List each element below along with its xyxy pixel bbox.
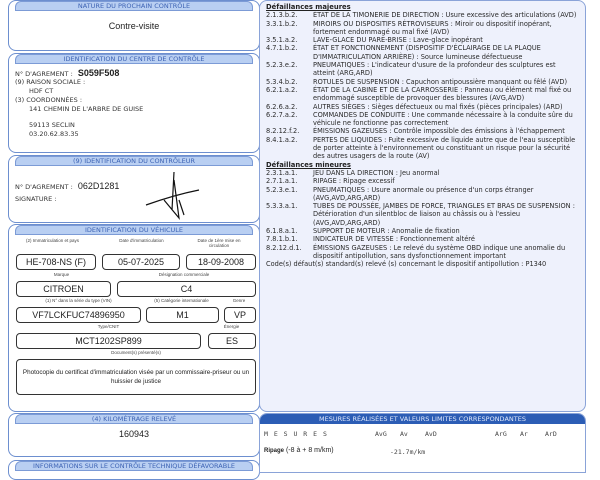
defaillance-item — [266, 227, 579, 235]
signature-image — [144, 170, 204, 220]
defaillance-code: 8.2.12.f.2. — [266, 127, 300, 136]
majeures-title: Défaillances majeures — [266, 3, 351, 11]
nature-value: Contre-visite — [108, 21, 160, 31]
defaillance-code: 5.2.3.e.1. — [266, 185, 298, 194]
defaillance-item — [266, 186, 579, 203]
defaillance-text: ÉMISSIONS GAZEUSES : Le relevé du système OBD indique une anomalie du dispositif antipollution, sans dysfonctionnement important — [313, 243, 566, 260]
ripage-value: -21.7m/km — [390, 448, 426, 456]
defaillance-text: PNEUMATIQUES : L'indicateur d'usure de la profondeur des sculptures est atteint (ARG,ARD) — [313, 61, 556, 78]
defaillance-code: 6.2.6.a.2. — [266, 102, 298, 111]
energie-field: ES — [208, 333, 256, 349]
defaillance-text: COMMANDES DE CONDUITE : Une commande nécessaire à la conduite sûre du véhicule ne fonctionne pas correctement — [313, 110, 573, 128]
defaillance-code: 6.1.8.a.1. — [266, 227, 298, 236]
ripage-label: Ripage — [264, 448, 285, 454]
defaillance-text: INDICATEUR DE VITESSE : Fonctionnement altéré — [313, 235, 475, 244]
address: 141 CHEMIN DE L'ARBRE DE GUISE — [29, 105, 144, 113]
date-mec-label: Date de 1ère mise en circulation — [197, 238, 241, 248]
defaillance-code: 8.2.12.d.1. — [266, 243, 302, 252]
defaillance-code: 4.7.1.b.2. — [266, 44, 298, 53]
categorie-field: M1 — [146, 307, 219, 323]
col-avd: AvD — [425, 430, 437, 438]
controleur-agrement: 062D1281 — [77, 181, 120, 191]
defaillance-code: 5.2.3.e.2. — [266, 61, 298, 70]
defaillance-item — [266, 61, 579, 78]
docs-field: Photocopie du certificat d'immatriculation visée par un commissaire-priseur ou un huissier de justice — [16, 359, 256, 395]
immat-field: HE-708-NS (F) — [16, 254, 96, 270]
type-field: MCT1202SP899 — [16, 333, 201, 349]
defaillance-text: ÉTAT ET FONCTIONNEMENT (DISPOSITIF D'ÉCLAIRAGE DE LA PLAQUE D'IMMATRICULATION ARRIÈRE) : Source lumineuse défectueuse — [313, 44, 541, 61]
defaillance-text: PERTES DE LIQUIDES : Fuite excessive de liquide autre que de l'eau susceptible de porter atteinte à l'environnement ou constituant un risque pour la sécurité des autres usagers de la route (AV) — [313, 135, 576, 161]
defaillance-code: 2.3.1.a.1. — [266, 168, 298, 177]
kilometrage-value: 160943 — [118, 429, 150, 439]
defaillance-code: 6.2.1.a.2. — [266, 85, 298, 94]
defaillance-text: MIROIRS OU DISPOSITIFS RÉTROVISEURS : Miroir ou dispositif inopérant, fortement endommagé ou mal fixé (AVD) — [313, 19, 552, 36]
centre-agrement: S059F508 — [77, 68, 120, 78]
vehicule-header: IDENTIFICATION DU VÉHICULE — [15, 225, 253, 235]
categorie-label: (5) Catégorie internationale — [154, 298, 209, 303]
marque-field: CITROEN — [16, 281, 111, 297]
designation-field: C4 — [117, 281, 256, 297]
defaillance-code: 3.3.1.b.2. — [266, 19, 298, 28]
defaillance-item — [266, 177, 579, 185]
defaillance-code: 8.4.1.a.2. — [266, 135, 298, 144]
genre-label: Genre — [232, 298, 246, 303]
defaillance-text: ÉTAT DE LA CABINE ET DE LA CARROSSERIE : Panneau ou élément mal fixé ou endommagé susceptible de provoquer des blessures (AVG,AVD) — [313, 85, 572, 103]
defaillance-item — [266, 202, 579, 227]
date-immat-field: 05-07-2025 — [102, 254, 180, 270]
mineures-title: Défaillances mineures — [266, 160, 351, 169]
vehicule-section — [8, 224, 260, 412]
defaillance-text: PNEUMATIQUES : Usure anormale ou présence d'un corps étranger (AVG,AVD,ARG,ARD) — [313, 185, 534, 202]
raison-label: (9) RAISON SOCIALE : — [15, 78, 86, 86]
kilometrage-section — [8, 413, 260, 457]
code-defaut: Code(s) défaut(s) standard(s) relevé (s) concernant le dispositif antipollution : P1340 — [266, 260, 547, 269]
nature-header: NATURE DU PROCHAIN CONTRÔLE — [15, 1, 253, 11]
defaillance-code: 6.2.7.a.2. — [266, 110, 298, 119]
defaillance-text: ROTULES DE SUSPENSION : Capuchon antipoussière manquant ou fêlé (AVD) — [313, 77, 568, 86]
date-mec-field: 18-09-2008 — [186, 254, 256, 270]
defaillance-code: 5.3.4.b.2. — [266, 77, 298, 86]
defaillance-item — [266, 111, 579, 128]
type-label: Type/CNIT — [97, 324, 120, 329]
col-ar: Ar — [520, 430, 528, 438]
defaillance-item — [266, 11, 579, 19]
defaillance-text: LAVE-GLACE DU PARE-BRISE : Lave-glace inopérant — [313, 36, 483, 45]
defaillance-item — [266, 244, 579, 261]
defaillance-item — [266, 169, 579, 177]
col-avg: AvG — [375, 430, 387, 438]
kilometrage-header: (4) KILOMÉTRAGE RELEVÉ — [15, 414, 253, 424]
ripage-limits: (-8 à + 8 m/km) — [285, 447, 334, 454]
defaillance-text: ÉTAT DE LA TIMONERIE DE DIRECTION : Usure excessive des articulations (AVD) — [313, 11, 577, 20]
defaillance-item — [266, 86, 579, 103]
mesures-header: MESURES RÉALISÉES ET VALEURS LIMITES CORRESPONDANTES — [260, 414, 585, 424]
col-ard: ArD — [545, 430, 557, 438]
defaillance-text: JEU DANS LA DIRECTION : Jeu anormal — [313, 168, 440, 177]
defaillance-item — [266, 127, 579, 135]
signature-label: SIGNATURE : — [15, 195, 57, 203]
defaillance-item — [266, 103, 579, 111]
controleur-header: (9) IDENTIFICATION DU CONTRÔLEUR — [15, 156, 253, 166]
docs-label: Document(s) présenté(s) — [111, 350, 161, 355]
coord-label: (3) COORDONNÉES : — [15, 96, 83, 104]
vin-label: (1) N° dans la série du type (VIN) — [45, 298, 112, 303]
col-arg: ArG — [495, 430, 507, 438]
genre-field: VP — [224, 307, 256, 323]
centre-header: IDENTIFICATION DU CENTRE DE CONTRÔLE — [15, 54, 253, 64]
marque-label: Marque — [53, 272, 70, 277]
defaillance-code: 3.5.1.a.2. — [266, 36, 298, 45]
mesures-label: M E S U R E S — [264, 430, 328, 438]
defaillance-text: AUTRES SIÈGES : Sièges défectueux ou mal fixés (pièces principales) (ARD) — [313, 102, 563, 111]
energie-label: Énergie — [223, 324, 240, 329]
date-immat-label: Date d'immatriculation — [119, 238, 164, 243]
defaillance-text: SUPPORT DE MOTEUR : Anomalie de fixation — [313, 227, 460, 236]
agrement-label: N° D'AGREMENT : — [15, 70, 73, 78]
informations-header: INFORMATIONS SUR LE CONTRÔLE TECHNIQUE DÉFAVORABLE — [15, 461, 253, 471]
raison-value: HDF CT — [29, 87, 54, 95]
defaillance-item — [266, 235, 579, 243]
phone: 03.20.62.83.35 — [29, 130, 79, 138]
col-av: Av — [400, 430, 408, 438]
defaillance-text: TUBES DE POUSSÉE, JAMBES DE FORCE, TRIANGLES ET BRAS DE SUSPENSION : Détérioration d'un silentbloc de liaison au châssis ou à l'essieu (AVG,AVD,ARG,ARD) — [313, 202, 575, 227]
defaillance-text: RIPAGE : Ripage excessif — [313, 177, 395, 186]
mesures-section — [259, 413, 586, 473]
defaillance-item — [266, 136, 579, 161]
defaillance-code: 2.7.1.a.1. — [266, 177, 298, 186]
nature-section — [8, 0, 260, 51]
defaillance-item — [266, 20, 579, 37]
defaillance-text: ÉMISSIONS GAZEUSES : Contrôle impossible des émissions à l'échappement — [313, 127, 565, 136]
designation-label: Désignation commerciale — [158, 272, 210, 277]
controleur-agrement-label: N° D'AGREMENT : — [15, 183, 73, 191]
defaillance-code: 2.1.3.b.2. — [266, 11, 298, 20]
vin-field: VF7LCKFUC74896950 — [16, 307, 141, 323]
immat-label: (2) Immatriculation et pays — [25, 238, 80, 243]
defaillance-item — [266, 44, 579, 61]
defaillance-item — [266, 78, 579, 86]
centre-section — [8, 53, 260, 153]
defaillance-code: 7.8.1.b.1. — [266, 235, 298, 244]
controleur-section — [8, 155, 260, 223]
defaillance-code: 5.3.3.a.1. — [266, 202, 298, 211]
city: 59113 SECLIN — [29, 121, 75, 129]
defaillances-panel — [259, 0, 586, 412]
informations-section — [8, 460, 260, 480]
